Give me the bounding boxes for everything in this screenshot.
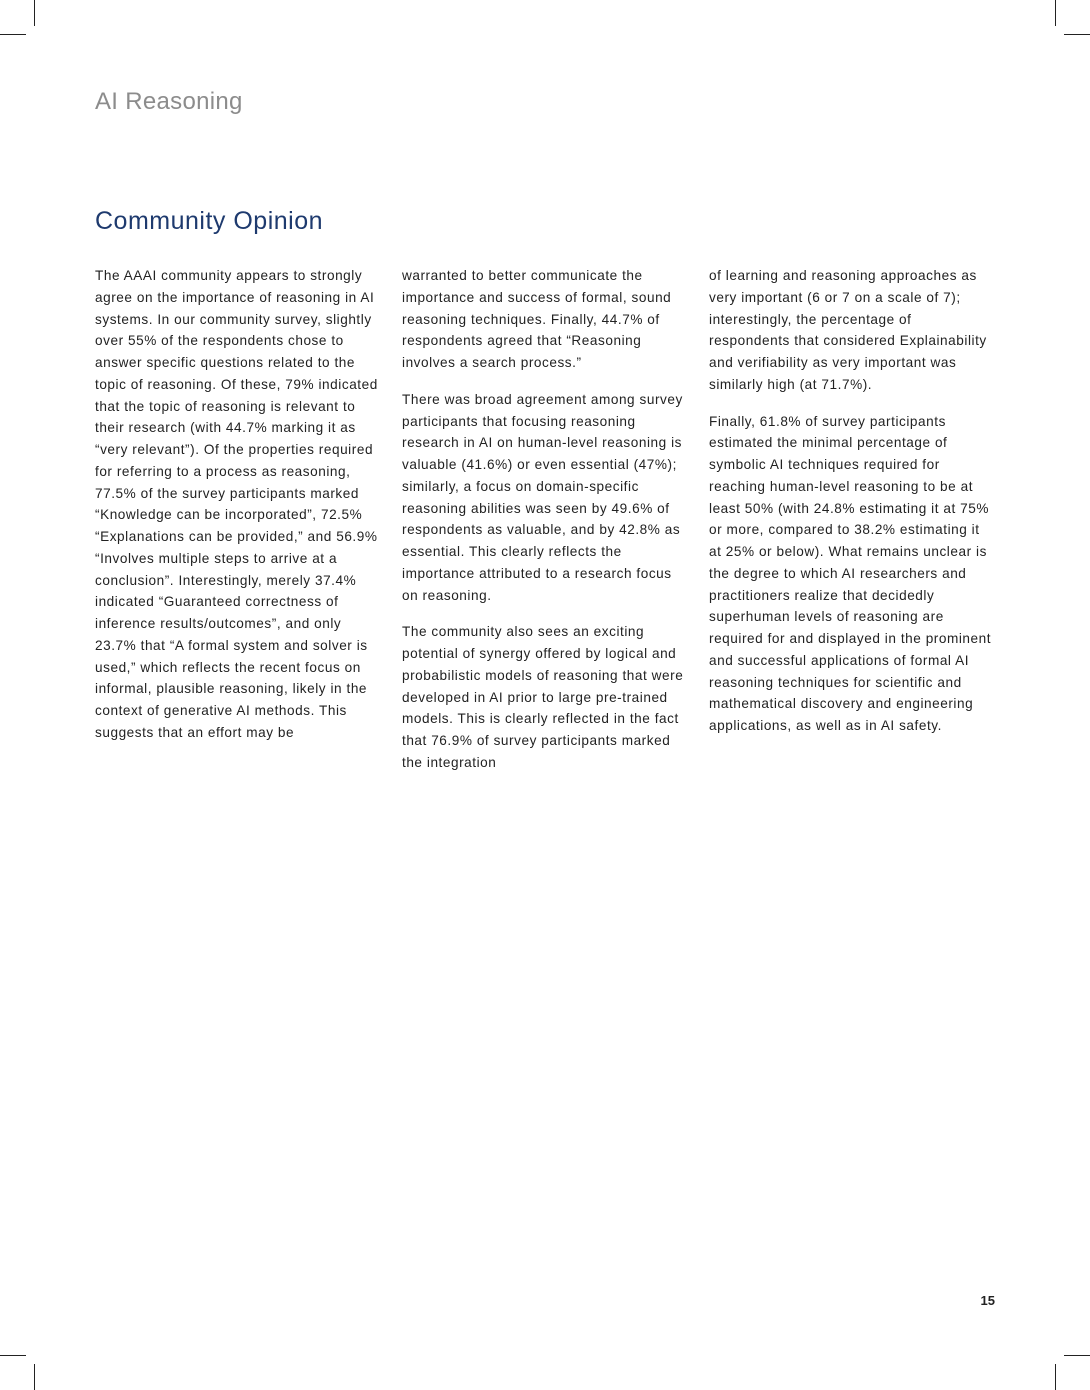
crop-mark-bottom-left-vertical <box>34 1364 35 1390</box>
paragraph: The community also sees an exciting potential of synergy offered by logical and probabilistic models of reasoning that were developed in AI prior to large pre-trained models. This is clearly reflected in the fact that 76.9% of survey participants marked the integration <box>402 624 684 770</box>
crop-mark-top-right-horizontal <box>1064 34 1090 35</box>
body-text-columns <box>95 265 995 789</box>
paragraph: The AAAI community appears to strongly agree on the importance of reasoning in AI systems. In our community survey, slightly over 55% of the respondents chose to answer specific questions related to the topic of reasoning. Of these, 79% indicated that the topic of reasoning is relevant to their research (with 44.7% marking it as “very relevant”). Of the properties required for referring to a process as reasoning, 77.5% of the survey participants marked “Knowledge can be incorporated”, 72.5% “Explanations can be provided,” and 56.9% “Involves multiple steps to arrive at a conclusion”. Interestingly, merely 37.4% indicated “Guaranteed correctness of inference results/outcomes”, and only 23.7% that “A formal system and solver is used,” which reflects the recent focus on informal, plausible reasoning, likely in the context of generative AI methods. This suggests that an effort may be <box>95 268 378 740</box>
text-column-1 <box>95 265 381 789</box>
text-column-3 <box>709 265 995 789</box>
page-number: 15 <box>980 1293 995 1308</box>
crop-mark-top-left-vertical <box>34 0 35 26</box>
paragraph: There was broad agreement among survey participants that focusing reasoning research in AI on human-level reasoning is valuable (41.6%) or even essential (47%); similarly, a focus on domain-specific reasoning abilities was seen by 49.6% of respondents as valuable, and by 42.8% as essential. This clearly reflects the importance attributed to a research focus on reasoning. <box>402 391 683 603</box>
text-column-2 <box>402 265 688 789</box>
crop-mark-top-right-vertical <box>1055 0 1056 26</box>
crop-mark-top-left-horizontal <box>0 34 26 35</box>
paragraph: Finally, 61.8% of survey participants estimated the minimal percentage of symbolic AI techniques required for reaching human-level reasoning to be at least 50% (with 24.8% estimating it at 75% or more, compared to 38.2% estimating it at 25% or below). What remains unclear is the degree to which AI researchers and practitioners realize that decidedly superhuman levels of reasoning are required for and displayed in the prominent and successful applications of formal AI reasoning techniques for scientific and mathematical discovery and engineering applications, as well as in AI safety. <box>709 413 992 733</box>
crop-mark-bottom-left-horizontal <box>0 1355 26 1356</box>
section-header: AI Reasoning <box>95 88 243 115</box>
paragraph: of learning and reasoning approaches as very important (6 or 7 on a scale of 7); interestingly, the percentage of respondents that considered Explainability and verifiability as very important was similarly high (at 71.7%). <box>709 268 987 392</box>
page-title: Community Opinion <box>95 207 324 235</box>
crop-mark-bottom-right-vertical <box>1055 1364 1056 1390</box>
crop-mark-bottom-right-horizontal <box>1064 1355 1090 1356</box>
paragraph: warranted to better communicate the importance and success of formal, sound reasoning techniques. Finally, 44.7% of respondents agreed that “Reasoning involves a search process.” <box>402 268 672 370</box>
